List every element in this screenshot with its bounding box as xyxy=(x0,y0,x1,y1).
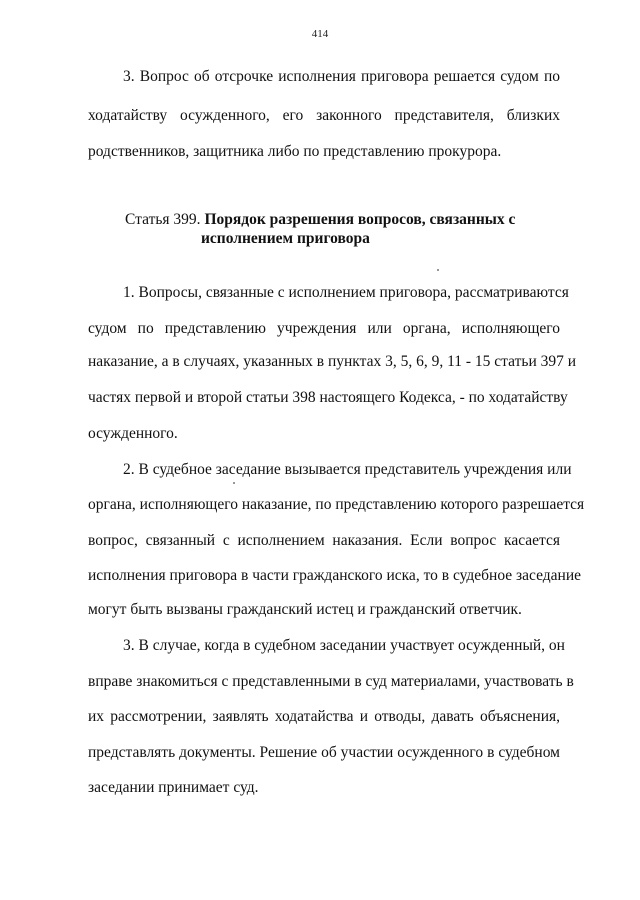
text-line: ходатайству осужденного, его законного представителя, близких xyxy=(88,107,560,124)
text-line: исполнения приговора в части гражданского иска, то в судебное заседание xyxy=(88,567,582,584)
text-line: их рассмотрении, заявлять ходатайства и отводы, давать объяснения, xyxy=(88,708,560,725)
text-line: 2. В судебное заседание вызывается представитель учреждения или xyxy=(123,461,572,478)
article-heading-continued xyxy=(201,230,370,248)
text-line: частях первой и второй статьи 398 настоящего Кодекса, - по ходатайству xyxy=(88,389,568,406)
text-line: родственников, защитника либо по представлению прокурора. xyxy=(88,143,502,160)
text-line: вправе знакомиться с представленными в суд материалами, участвовать в xyxy=(88,673,574,690)
text-line: органа, исполняющего наказание, по представлению которого разрешается xyxy=(88,496,585,513)
text-line: 1. Вопросы, связанные с исполнением приговора, рассматриваются xyxy=(123,284,569,301)
article-number: Статья 399. xyxy=(125,211,201,228)
article-title-line2: исполнением приговора xyxy=(201,230,370,247)
text-line: наказание, а в случаях, указанных в пунктах 3, 5, 6, 9, 11 - 15 статьи 397 и xyxy=(88,353,577,370)
scan-speck xyxy=(437,269,439,271)
article-heading xyxy=(125,211,515,229)
text-line: судом по представлению учреждения или органа, исполняющего xyxy=(88,320,560,337)
article-title-line1: Порядок разрешения вопросов, связанных с xyxy=(204,211,516,228)
text-line: вопрос, связанный с исполнением наказания. Если вопрос касается xyxy=(88,532,560,549)
text-line: 3. В случае, когда в судебном заседании участвует осужденный, он xyxy=(123,637,565,654)
scan-speck xyxy=(233,482,235,484)
text-line: представлять документы. Решение об участии осужденного в судебном xyxy=(88,744,560,761)
text-line: заседании принимает суд. xyxy=(88,779,259,796)
text-line: осужденного. xyxy=(88,425,178,442)
page-number: 414 xyxy=(311,28,329,40)
text-line: могут быть вызваны гражданский истец и гражданский ответчик. xyxy=(88,601,522,618)
text-line: 3. Вопрос об отсрочке исполнения приговора решается судом по xyxy=(123,68,560,85)
